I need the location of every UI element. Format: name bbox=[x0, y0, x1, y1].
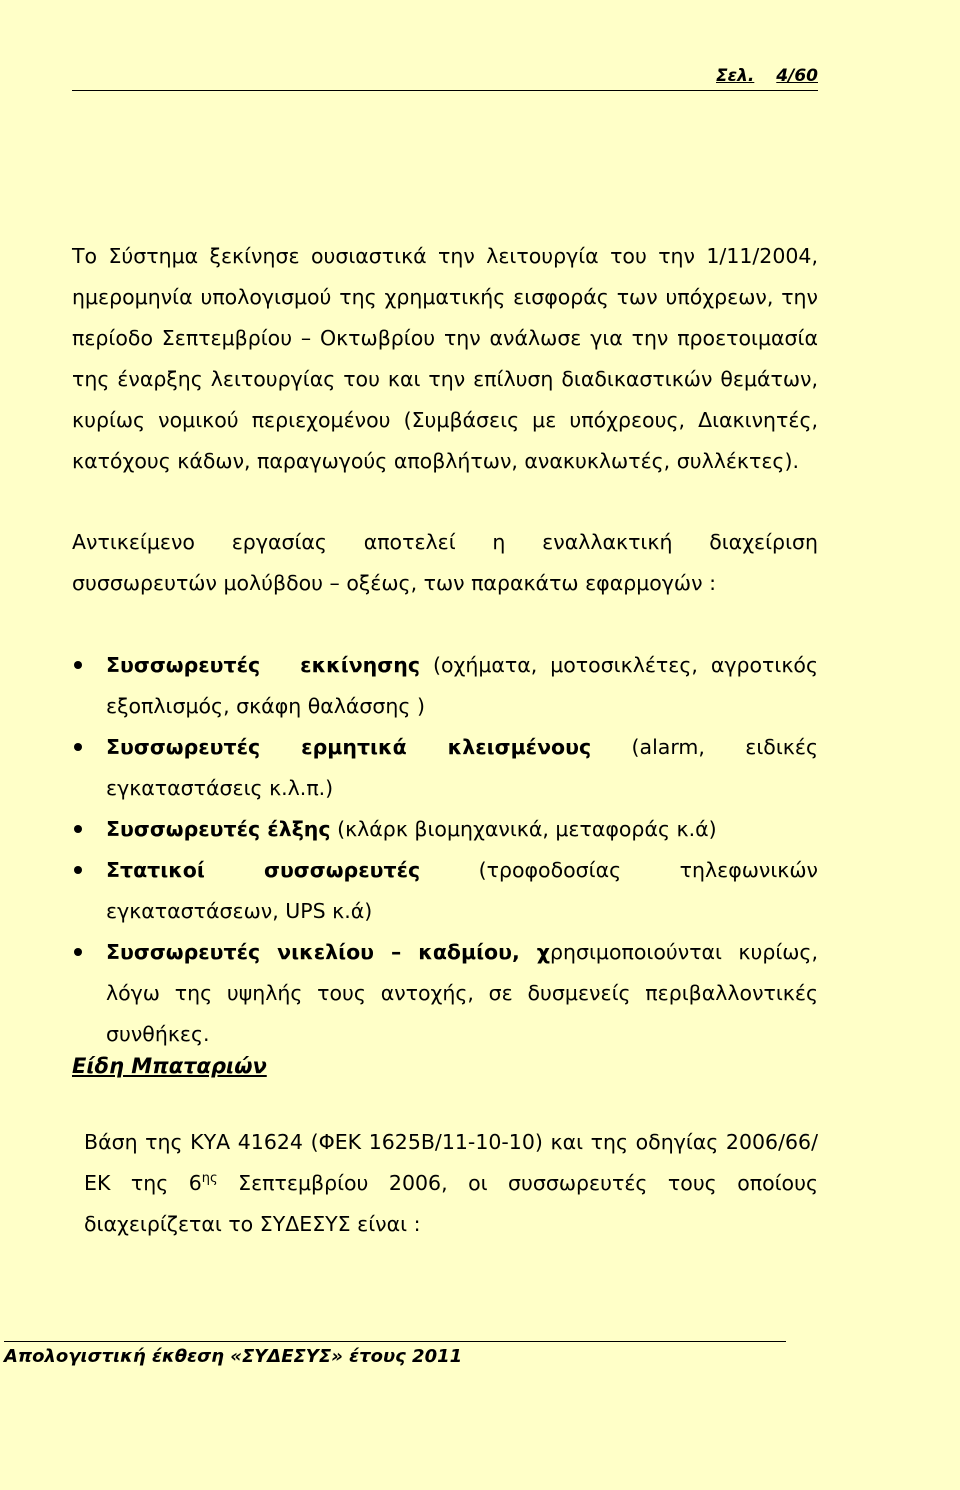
page-label: Σελ. bbox=[716, 66, 755, 86]
ordinal-superscript: ης bbox=[201, 1171, 218, 1187]
list-item-bold: Συσσωρευτές έλξης bbox=[106, 817, 331, 841]
list-item bbox=[72, 727, 818, 809]
list-item-text: (οχήματα, μοτοσικλέτες, αγροτικός εξοπλισμός, σκάφη θαλάσσης ) bbox=[106, 653, 818, 718]
list-item-bold: Συσσωρευτές bbox=[106, 653, 261, 677]
battery-applications-list bbox=[72, 645, 818, 1055]
page-footer: Απολογιστική έκθεση «ΣΥΔΕΣΥΣ» έτους 2011 bbox=[4, 1346, 463, 1367]
list-item-bold: εκκίνησης bbox=[300, 653, 420, 677]
list-item-text: ρησιμοποιούνται κυρίως, λόγω της υψηλής τους αντοχής, σε δυσμενείς περιβαλλοντικές συνθήκες. bbox=[106, 940, 818, 1046]
list-item bbox=[72, 850, 818, 932]
list-item-bold: Συσσωρευτές ερμητικά κλεισμένους bbox=[106, 735, 592, 759]
list-item-text: (κλάρκ βιομηχανικά, μεταφοράς κ.ά) bbox=[330, 817, 717, 841]
page-header bbox=[72, 66, 818, 91]
list-item bbox=[72, 809, 818, 850]
page-number: 4/60 bbox=[776, 66, 818, 86]
intro-paragraph: Το Σύστημα ξεκίνησε ουσιαστικά την λειτουργία του την 1/11/2004, ημερομηνία υπολογισμού της χρηματικής εισφοράς των υπόχρεων, την περίοδο Σεπτεμβρίου – Οκτωβρίου την ανάλωσε για την προετοιμασία της έναρξης λειτουργίας του και την επίλυση διαδικαστικών θεμάτων, κυρίως νομικού περιεχομένου (Συμβάσεις με υπόχρεους, Διακινητές, κατόχους κάδων, παραγωγούς αποβλήτων, ανακυκλωτές, συλλέκτες). bbox=[72, 244, 818, 473]
scope-paragraph: Αντικείμενο εργασίας αποτελεί η εναλλακτική διαχείριση συσσωρευτών μολύβδου – οξέως, των παρακάτω εφαρμογών : bbox=[72, 530, 818, 595]
list-item-bold: Στατικοί συσσωρευτές bbox=[106, 858, 421, 882]
section-title: Είδη Μπαταριών bbox=[72, 1054, 267, 1078]
list-item bbox=[72, 645, 818, 727]
footer-divider bbox=[4, 1341, 786, 1342]
list-item bbox=[72, 932, 818, 1055]
legal-basis-text-2: Σεπτεμβρίου 2006, οι συσσωρευτές τους οποίους διαχειρίζεται το ΣΥΔΕΣΥΣ είναι : bbox=[84, 1171, 818, 1236]
list-item-text: (alarm, ειδικές εγκαταστάσεις κ.λ.π.) bbox=[106, 735, 818, 800]
list-item-bold: Συσσωρευτές νικελίου – καδμίου, χ bbox=[106, 940, 550, 964]
legal-basis-text-1: Βάση της ΚΥΑ 41624 (ΦΕΚ 1625Β/11-10-10) και της οδηγίας 2006/66/ΕΚ της 6 bbox=[84, 1130, 818, 1195]
list-item-text: (τροφοδοσίας τηλεφωνικών εγκαταστάσεων, UPS κ.ά) bbox=[106, 858, 818, 923]
legal-basis-paragraph bbox=[84, 1122, 818, 1245]
